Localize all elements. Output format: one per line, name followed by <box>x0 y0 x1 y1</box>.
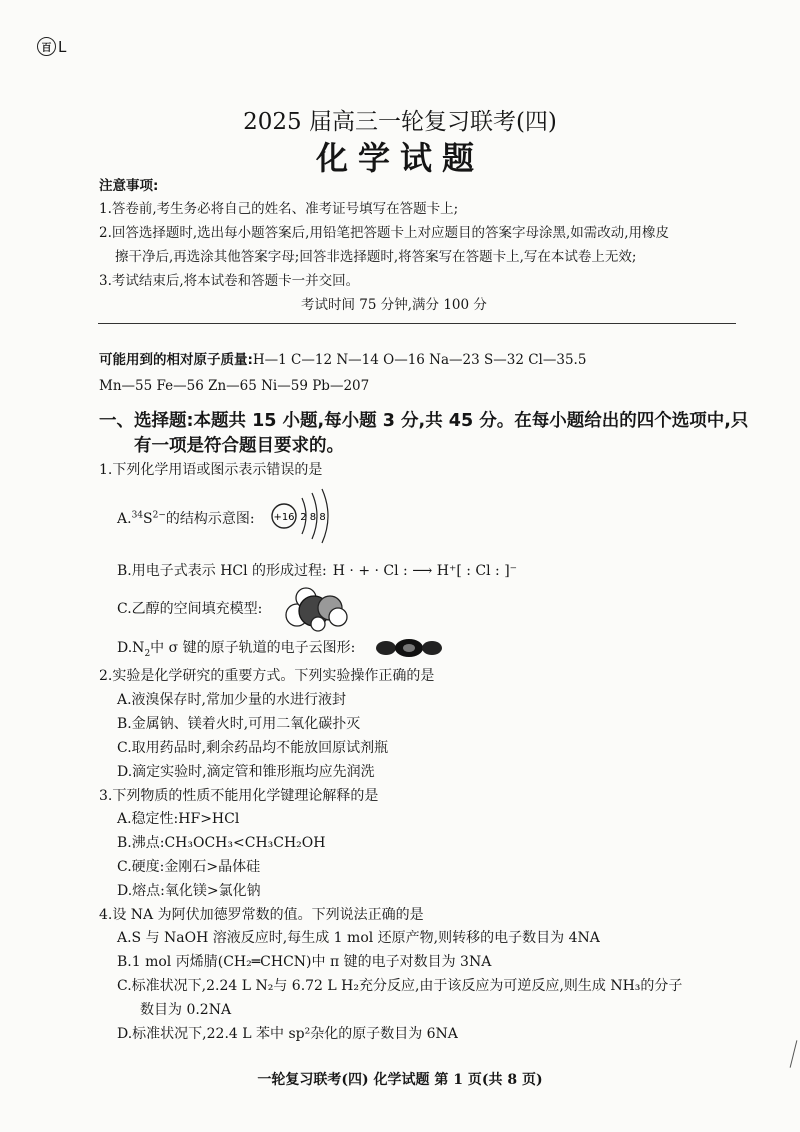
page-footer: 一轮复习联考(四) 化学试题 第 1 页(共 8 页) <box>257 1072 543 1088</box>
divider-rule <box>98 323 736 324</box>
q2-option-d: D.滴定实验时,滴定管和锥形瓶均应先润洗 <box>117 764 375 780</box>
ion-charge: 2− <box>152 510 166 521</box>
question-3-stem: 3.下列物质的性质不能用化学键理论解释的是 <box>99 788 379 804</box>
q2-option-b: B.金属钠、镁着火时,可用二氧化碳扑灭 <box>117 716 361 732</box>
publisher-logo <box>37 37 66 56</box>
q3-option-a: A.稳定性:HF>HCl <box>117 811 240 827</box>
logo-mark: 百 <box>37 37 56 56</box>
mass-number: 34 <box>131 510 144 521</box>
sulfide-structure-diagram <box>270 488 342 544</box>
q4-option-a: A.S 与 NaOH 溶液反应时,每生成 1 mol 还原产物,则转移的电子数目为 4NA <box>117 930 600 946</box>
q4-option-c: C.标准状况下,2.24 L N₂与 6.72 L H₂充分反应,由于该反应为可逆反应,则生成 NH₃的分子 <box>117 978 683 994</box>
subscript: 2 <box>144 648 151 659</box>
q4-option-b: B.1 mol 丙烯腈(CH₂═CHCN)中 π 键的电子对数目为 3NA <box>117 954 492 970</box>
question-2-stem: 2.实验是化学研究的重要方式。下列实验操作正确的是 <box>99 668 435 684</box>
q3-option-d: D.熔点:氧化镁>氯化钠 <box>117 883 261 899</box>
nucleus-charge: +16 <box>273 512 295 523</box>
hcl-electron-formula: H · + · Cl : ⟶ H⁺[ : Cl : ]⁻ <box>332 563 518 579</box>
q1-option-d <box>117 637 355 659</box>
option-letter: A. <box>117 511 132 527</box>
q2-option-c: C.取用药品时,剩余药品均不能放回原试剂瓶 <box>117 740 389 756</box>
q1-option-b <box>117 560 517 580</box>
section-title: 一、选择题:本题共 15 小题,每小题 3 分,共 45 分。在每小题给出的四个选项中,只 <box>99 411 749 431</box>
q3-option-b: B.沸点:CH₃OCH₃<CH₃CH₂OH <box>117 835 326 851</box>
scan-edge-mark <box>790 1040 798 1067</box>
q1-option-a <box>117 508 255 528</box>
q4-option-c-cont: 数目为 0.2NA <box>140 1002 232 1018</box>
option-letter: D.N <box>117 640 145 656</box>
question-4-stem: 4.设 NA 为阿伏加德罗常数的值。下列说法正确的是 <box>99 907 424 923</box>
q4-option-d: D.标准状况下,22.4 L 苯中 sp²杂化的原子数目为 6NA <box>117 1026 458 1042</box>
option-a-text: 的结构示意图: <box>165 511 255 527</box>
exam-time-info: 考试时间 75 分钟,满分 100 分 <box>301 297 487 313</box>
question-1-stem: 1.下列化学用语或图示表示错误的是 <box>99 462 323 478</box>
atomic-masses-label: 可能用到的相对原子质量: <box>99 352 253 368</box>
element-symbol: S <box>143 511 153 527</box>
option-b-text: B.用电子式表示 HCl 的形成过程: <box>117 563 327 579</box>
exam-title: 2025 届高三一轮复习联考(四) <box>243 109 557 135</box>
q1-option-c: C.乙醇的空间填充模型: <box>117 601 263 617</box>
notice-item: 擦干净后,再选涂其他答案字母;回答非选择题时,将答案写在答题卡上,写在本试卷上无效; <box>115 249 637 265</box>
notice-item: 2.回答选择题时,选出每小题答案后,用铅笔把答题卡上对应题目的答案字母涂黑,如需改动,用橡皮 <box>99 225 670 241</box>
notice-heading: 注意事项: <box>99 178 159 194</box>
atomic-masses-values: H—1 C—12 N—14 O—16 Na—23 S—32 Cl—35.5 <box>252 352 587 368</box>
q2-option-a: A.液溴保存时,常加少量的水进行液封 <box>117 692 347 708</box>
notice-item: 3.考试结束后,将本试卷和答题卡一并交回。 <box>99 273 360 289</box>
sigma-bond-orbital-diagram <box>374 638 444 658</box>
ethanol-space-filling-model <box>280 584 350 632</box>
option-d-text: 中 σ 键的原子轨道的电子云图形: <box>150 640 356 656</box>
electron-shells: 2 8 8 <box>300 512 326 523</box>
q3-option-c: C.硬度:金刚石>晶体硅 <box>117 859 261 875</box>
section-title-cont: 有一项是符合题目要求的。 <box>134 436 344 456</box>
notice-item: 1.答卷前,考生务必将自己的姓名、准考证号填写在答题卡上; <box>99 201 459 217</box>
atomic-masses-line1 <box>99 348 586 368</box>
atomic-masses-line2: Mn—55 Fe—56 Zn—65 Ni—59 Pb—207 <box>99 378 370 394</box>
logo-suffix: L <box>58 37 67 56</box>
subject-title: 化学试题 <box>315 139 484 177</box>
